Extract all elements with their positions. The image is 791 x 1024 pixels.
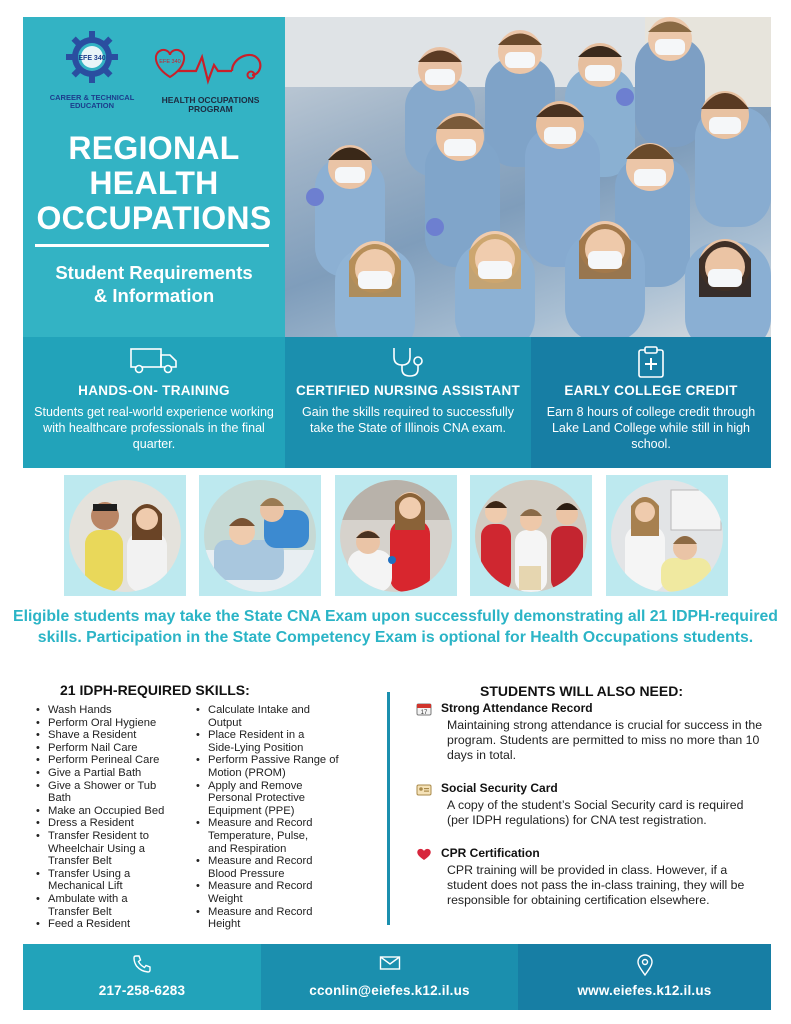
- svg-text:17: 17: [420, 710, 428, 716]
- title-line-3: OCCUPATIONS: [36, 200, 272, 236]
- hero-title-panel: [23, 17, 285, 337]
- skill-item: • Place Resident in a Side-Lying Position: [194, 729, 324, 754]
- stethoscope-icon: [388, 345, 428, 379]
- photo-tile-4: [470, 475, 592, 596]
- truck-icon: [129, 345, 179, 375]
- feature-text: Students get real-world experience working with healthcare professionals in the final quarter.: [34, 405, 274, 451]
- feature-title: HANDS-ON- TRAINING: [78, 383, 230, 398]
- photo-lab-team: [475, 480, 587, 592]
- photo-tile-3: [335, 475, 457, 596]
- feature-text: Earn 8 hours of college credit through Lake Land College while still in high school.: [546, 405, 756, 451]
- subtitle-line-1: Student Requirements: [55, 262, 253, 283]
- footer-website[interactable]: [518, 944, 771, 1010]
- photo-gowned-students: [69, 480, 181, 592]
- skill-item: • Transfer Using a Mechanical Lift: [34, 868, 154, 893]
- photo-classroom-skill: [611, 480, 723, 592]
- contact-footer: [23, 944, 771, 1010]
- skill-item: • Shave a Resident: [34, 729, 184, 742]
- subtitle-line-2: & Information: [93, 285, 215, 306]
- students-in-gowns-illustration: [285, 17, 771, 337]
- skill-item: • Dress a Resident: [34, 817, 184, 830]
- skills-list-col-1: [34, 704, 184, 931]
- skills-heading: 21 IDPH-REQUIRED SKILLS:: [60, 682, 250, 698]
- feature-text: Gain the skills required to successfully take the State of Illinois CNA exam.: [302, 405, 514, 435]
- cte-caption-line-1: CAREER & TECHNICAL: [49, 93, 135, 102]
- photo-tile-2: [199, 475, 321, 596]
- skill-item: • Measure and Record Weight: [194, 880, 324, 905]
- skill-item: • Feed a Resident: [34, 918, 184, 931]
- skills-list-col-2: [194, 704, 354, 931]
- skill-item: • Wash Hands: [34, 704, 184, 717]
- calendar-icon: [416, 702, 432, 716]
- hop-caption: [148, 96, 273, 114]
- skill-item: • Measure and Record Temperature, Pulse, and Respiration: [194, 817, 324, 855]
- feature-early-college-credit: [531, 337, 771, 468]
- skill-item: • Ambulate with a Transfer Belt: [34, 893, 154, 918]
- website-link[interactable]: www.eiefes.k12.il.us: [577, 983, 712, 998]
- column-divider: [387, 692, 390, 925]
- need-title: Strong Attendance Record: [441, 701, 593, 715]
- needs-heading: STUDENTS WILL ALSO NEED:: [480, 683, 683, 699]
- skill-item: • Give a Shower or Tub Bath: [34, 780, 174, 805]
- skill-item: • Perform Nail Care: [34, 742, 184, 755]
- hero-section: [23, 17, 771, 337]
- hop-caption-line-2: PROGRAM: [188, 104, 233, 114]
- eligibility-notice: Eligible students may take the State CNA Exam upon successfully demonstrating all 21 IDPH-required skills. Participation in the State Competency Exam is optional for Health Occupations students.: [13, 608, 778, 646]
- title-line-1: REGIONAL: [68, 130, 240, 166]
- photo-tile-5: [606, 475, 728, 596]
- need-text: A copy of the student’s Social Security card is required (per IDPH regulations) for CNA test registration.: [447, 798, 744, 828]
- clipboard-medical-icon: [636, 345, 666, 379]
- phone-icon: [132, 954, 152, 974]
- skill-item: • Apply and Remove Personal Protective Equipment (PPE): [194, 780, 324, 818]
- skill-item: • Perform Oral Hygiene: [34, 717, 184, 730]
- phone-number[interactable]: 217-258-6283: [98, 983, 186, 998]
- skill-item: • Transfer Resident to Wheelchair Using a Transfer Belt: [34, 830, 174, 868]
- skill-item: • Give a Partial Bath: [34, 767, 184, 780]
- skill-item: • Calculate Intake and Output: [194, 704, 329, 729]
- cte-badge-text: EFE 340: [78, 55, 106, 62]
- email-link[interactable]: cconlin@eiefes.k12.il.us: [309, 983, 470, 998]
- photo-vitals-check: [340, 480, 452, 592]
- skill-item: • Perform Passive Range of Motion (PROM): [194, 754, 344, 779]
- need-text: Maintaining strong attendance is crucial for success in the program. Students are permitted to miss no more than 10 days in total.: [447, 718, 763, 763]
- id-card-icon: [416, 782, 432, 796]
- hop-caption-line-1: HEALTH OCCUPATIONS: [161, 95, 260, 105]
- location-pin-icon: [636, 954, 654, 976]
- heartbeat-stethoscope-icon: [148, 41, 273, 89]
- need-title: CPR Certification: [441, 846, 540, 860]
- feature-certified-nursing-assistant: [285, 337, 531, 468]
- footer-phone[interactable]: [23, 944, 261, 1010]
- skill-item: • Perform Perineal Care: [34, 754, 184, 767]
- skill-item: • Measure and Record Height: [194, 906, 324, 931]
- skill-item: • Measure and Record Blood Pressure: [194, 855, 324, 880]
- title-line-2: HEALTH: [89, 165, 219, 201]
- heart-icon: [416, 847, 432, 861]
- hop-badge-text: EFE 340: [159, 59, 181, 65]
- need-text: CPR training will be provided in class. However, if a student does not pass the in-class training, they will be responsible for obtaining certification elsewhere.: [447, 863, 745, 908]
- gear-logo-icon: [64, 29, 120, 85]
- cte-logo: [47, 29, 137, 110]
- group-photo: [285, 17, 771, 337]
- photo-tile-1: [64, 475, 186, 596]
- photo-patient-care: [204, 480, 316, 592]
- feature-hands-on-training: [23, 337, 285, 468]
- cte-caption-line-2: EDUCATION: [69, 101, 115, 110]
- health-occupations-logo: [148, 41, 273, 114]
- feature-title: CERTIFIED NURSING ASSISTANT: [295, 383, 521, 398]
- envelope-icon: [379, 954, 401, 972]
- cte-caption: [47, 94, 137, 110]
- footer-email[interactable]: [261, 944, 518, 1010]
- page-subtitle: [23, 261, 285, 307]
- logos: [33, 27, 278, 127]
- feature-title: EARLY COLLEGE CREDIT: [564, 383, 738, 398]
- title-divider: [35, 244, 269, 247]
- page-title: [23, 131, 285, 236]
- need-title: Social Security Card: [441, 781, 558, 795]
- skill-item: • Make an Occupied Bed: [34, 805, 184, 818]
- feature-band: [23, 337, 771, 468]
